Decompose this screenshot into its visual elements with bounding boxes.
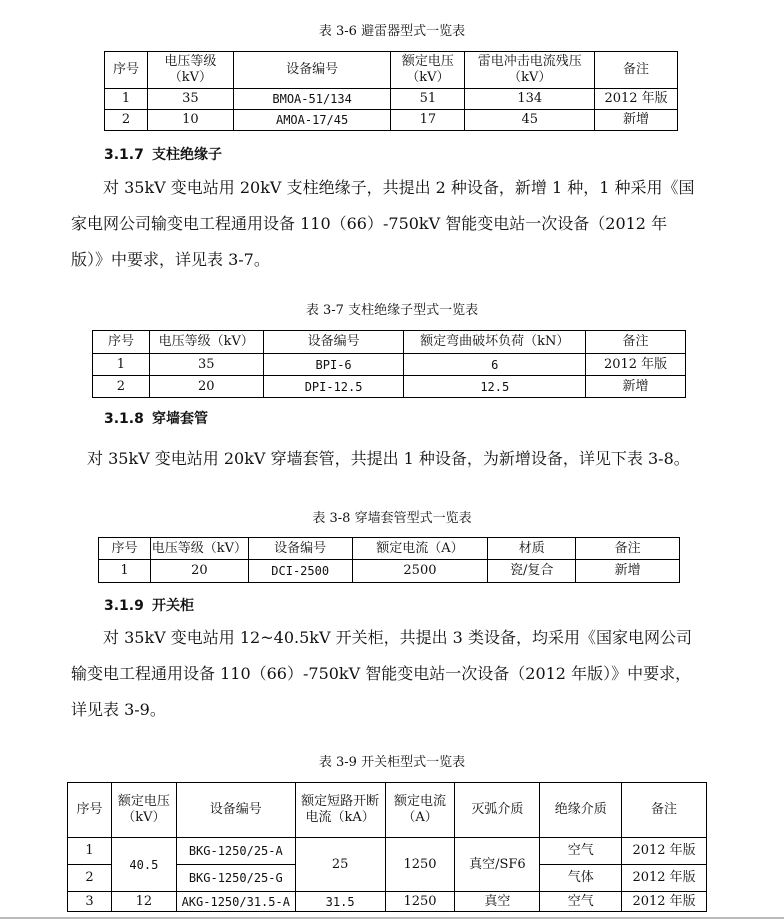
t38-h-1: 电压等级（kV） — [150, 538, 248, 560]
t36-cell: 2012 年版 — [595, 89, 678, 110]
section-number: 3.1.7 — [104, 147, 144, 163]
t39-h-6: 绝缘介质 — [540, 783, 622, 838]
table-row — [68, 838, 707, 865]
t39-cell: AKG-1250/31.5-A — [176, 892, 295, 912]
t39-h-7: 备注 — [622, 783, 707, 838]
t36-cell: 1 — [105, 89, 148, 110]
t36-cell: 35 — [147, 89, 233, 110]
t36-cell: 45 — [465, 110, 595, 131]
t36-h-3: 额定电压 （kV） — [391, 52, 465, 89]
t36-cell: AMOA-17/45 — [233, 110, 391, 131]
section-3-1-9-paragraph — [71, 620, 699, 728]
table-3-9 — [67, 782, 707, 912]
t36-cell: 134 — [465, 89, 595, 110]
t39-cell: 3 — [68, 892, 112, 912]
t39-h-5: 灭弧介质 — [455, 783, 540, 838]
section-3-1-7-heading — [104, 144, 222, 164]
t39-cell: 2012 年版 — [622, 892, 707, 912]
table-3-6 — [104, 51, 678, 131]
t39-cell: 1250 — [385, 838, 455, 892]
t39-cell: 真空 — [455, 892, 540, 912]
t36-h-5: 备注 — [595, 52, 678, 89]
t39-h-0: 序号 — [68, 783, 112, 838]
table-3-8-caption: 表 3-8 穿墙套管型式一览表 — [312, 511, 472, 526]
t39-cell: 2012 年版 — [622, 865, 707, 892]
section-title: 穿墙套管 — [152, 411, 208, 427]
t36-h-4: 雷电冲击电流残压 （kV） — [465, 52, 595, 89]
section-title: 支柱绝缘子 — [152, 147, 222, 163]
t37-cell: 35 — [149, 354, 263, 376]
table-row — [99, 560, 680, 583]
t36-cell: 51 — [391, 89, 465, 110]
section-number: 3.1.9 — [104, 598, 144, 614]
section-title: 开关柜 — [152, 598, 194, 614]
t37-h-0: 序号 — [93, 331, 150, 354]
t38-cell: DCI-2500 — [248, 560, 352, 583]
paragraph-text: 对 35kV 变电站用 20kV 穿墙套管，共提出 1 种设备，为新增设备，详见下表 3-8。 — [87, 449, 690, 468]
t37-cell: 1 — [93, 354, 150, 376]
table-3-8 — [98, 537, 680, 583]
table-row — [105, 110, 678, 131]
table-3-7-caption: 表 3-7 支柱绝缘子型式一览表 — [305, 303, 479, 318]
t39-h-2: 设备编号 — [176, 783, 295, 838]
t37-cell: 12.5 — [404, 376, 586, 398]
section-3-1-7-paragraph — [71, 170, 699, 278]
table-row — [105, 89, 678, 110]
t36-cell: 10 — [147, 110, 233, 131]
t39-cell: 气体 — [540, 865, 622, 892]
t36-cell: BMOA-51/134 — [233, 89, 391, 110]
t37-h-3: 额定弯曲破坏负荷（kN） — [404, 331, 586, 354]
table-3-6-caption: 表 3-6 避雷器型式一览表 — [318, 24, 466, 39]
t37-h-1: 电压等级（kV） — [149, 331, 263, 354]
t38-cell: 20 — [150, 560, 248, 583]
t37-h-4: 备注 — [586, 331, 686, 354]
t39-h-4: 额定电流 （A） — [385, 783, 455, 838]
t38-cell: 瓷/复合 — [488, 560, 576, 583]
t37-cell: 2 — [93, 376, 150, 398]
t39-cell: BKG-1250/25-A — [176, 838, 295, 865]
t39-cell: 31.5 — [295, 892, 385, 912]
t39-cell: 1250 — [385, 892, 455, 912]
t37-cell: DPI-12.5 — [263, 376, 404, 398]
t37-cell: BPI-6 — [263, 354, 404, 376]
table-3-6-header-row — [105, 52, 678, 89]
t37-cell: 20 — [149, 376, 263, 398]
t38-cell: 2500 — [352, 560, 488, 583]
t37-cell: 2012 年版 — [586, 354, 686, 376]
t36-cell: 17 — [391, 110, 465, 131]
section-number: 3.1.8 — [104, 411, 144, 427]
t39-cell: 2012 年版 — [622, 838, 707, 865]
t39-cell: 1 — [68, 838, 112, 865]
t39-cell: BKG-1250/25-G — [176, 865, 295, 892]
t38-cell: 1 — [99, 560, 151, 583]
t38-h-5: 备注 — [576, 538, 680, 560]
t36-h-0: 序号 — [105, 52, 148, 89]
t39-cell: 40.5 — [111, 838, 176, 892]
section-3-1-8-paragraph — [87, 441, 727, 477]
table-3-9-header-row — [68, 783, 707, 838]
section-3-1-9-heading — [104, 595, 194, 615]
t39-cell: 2 — [68, 865, 112, 892]
t38-h-3: 额定电流（A） — [352, 538, 488, 560]
t38-h-0: 序号 — [99, 538, 151, 560]
t36-cell: 新增 — [595, 110, 678, 131]
t39-cell: 真空/SF6 — [455, 838, 540, 892]
table-row — [68, 892, 707, 912]
section-3-1-8-heading — [104, 408, 208, 428]
t38-cell: 新增 — [576, 560, 680, 583]
t38-h-2: 设备编号 — [248, 538, 352, 560]
table-3-8-header-row — [99, 538, 680, 560]
table-row — [93, 376, 686, 398]
t39-cell: 空气 — [540, 838, 622, 865]
t39-h-3: 额定短路开断 电流（kA） — [295, 783, 385, 838]
t36-h-1: 电压等级 （kV） — [147, 52, 233, 89]
t39-h-1: 额定电压 （kV） — [111, 783, 176, 838]
paragraph-text: 对 35kV 变电站用 20kV 支柱绝缘子，共提出 2 种设备，新增 1 种，1 种采用《国家电网公司输变电工程通用设备 110（66）-750kV 智能变电站一次设备（2012 年版）》中要求，详见表 3-7。 — [71, 178, 695, 269]
t37-h-2: 设备编号 — [263, 331, 404, 354]
table-3-7-header-row — [93, 331, 686, 354]
t39-cell: 12 — [111, 892, 176, 912]
table-3-7 — [92, 330, 686, 398]
t37-cell: 6 — [404, 354, 586, 376]
table-row — [93, 354, 686, 376]
table-3-9-caption: 表 3-9 开关柜型式一览表 — [318, 755, 466, 770]
t36-cell: 2 — [105, 110, 148, 131]
t39-cell: 空气 — [540, 892, 622, 912]
paragraph-text: 对 35kV 变电站用 12~40.5kV 开关柜，共提出 3 类设备，均采用《国家电网公司输变电工程通用设备 110（66）-750kV 智能变电站一次设备（2012 年版）》中要求，详见表 3-9。 — [71, 628, 692, 719]
page-bottom-divider — [0, 917, 784, 919]
t36-h-2: 设备编号 — [233, 52, 391, 89]
t38-h-4: 材质 — [488, 538, 576, 560]
t39-cell: 25 — [295, 838, 385, 892]
t37-cell: 新增 — [586, 376, 686, 398]
